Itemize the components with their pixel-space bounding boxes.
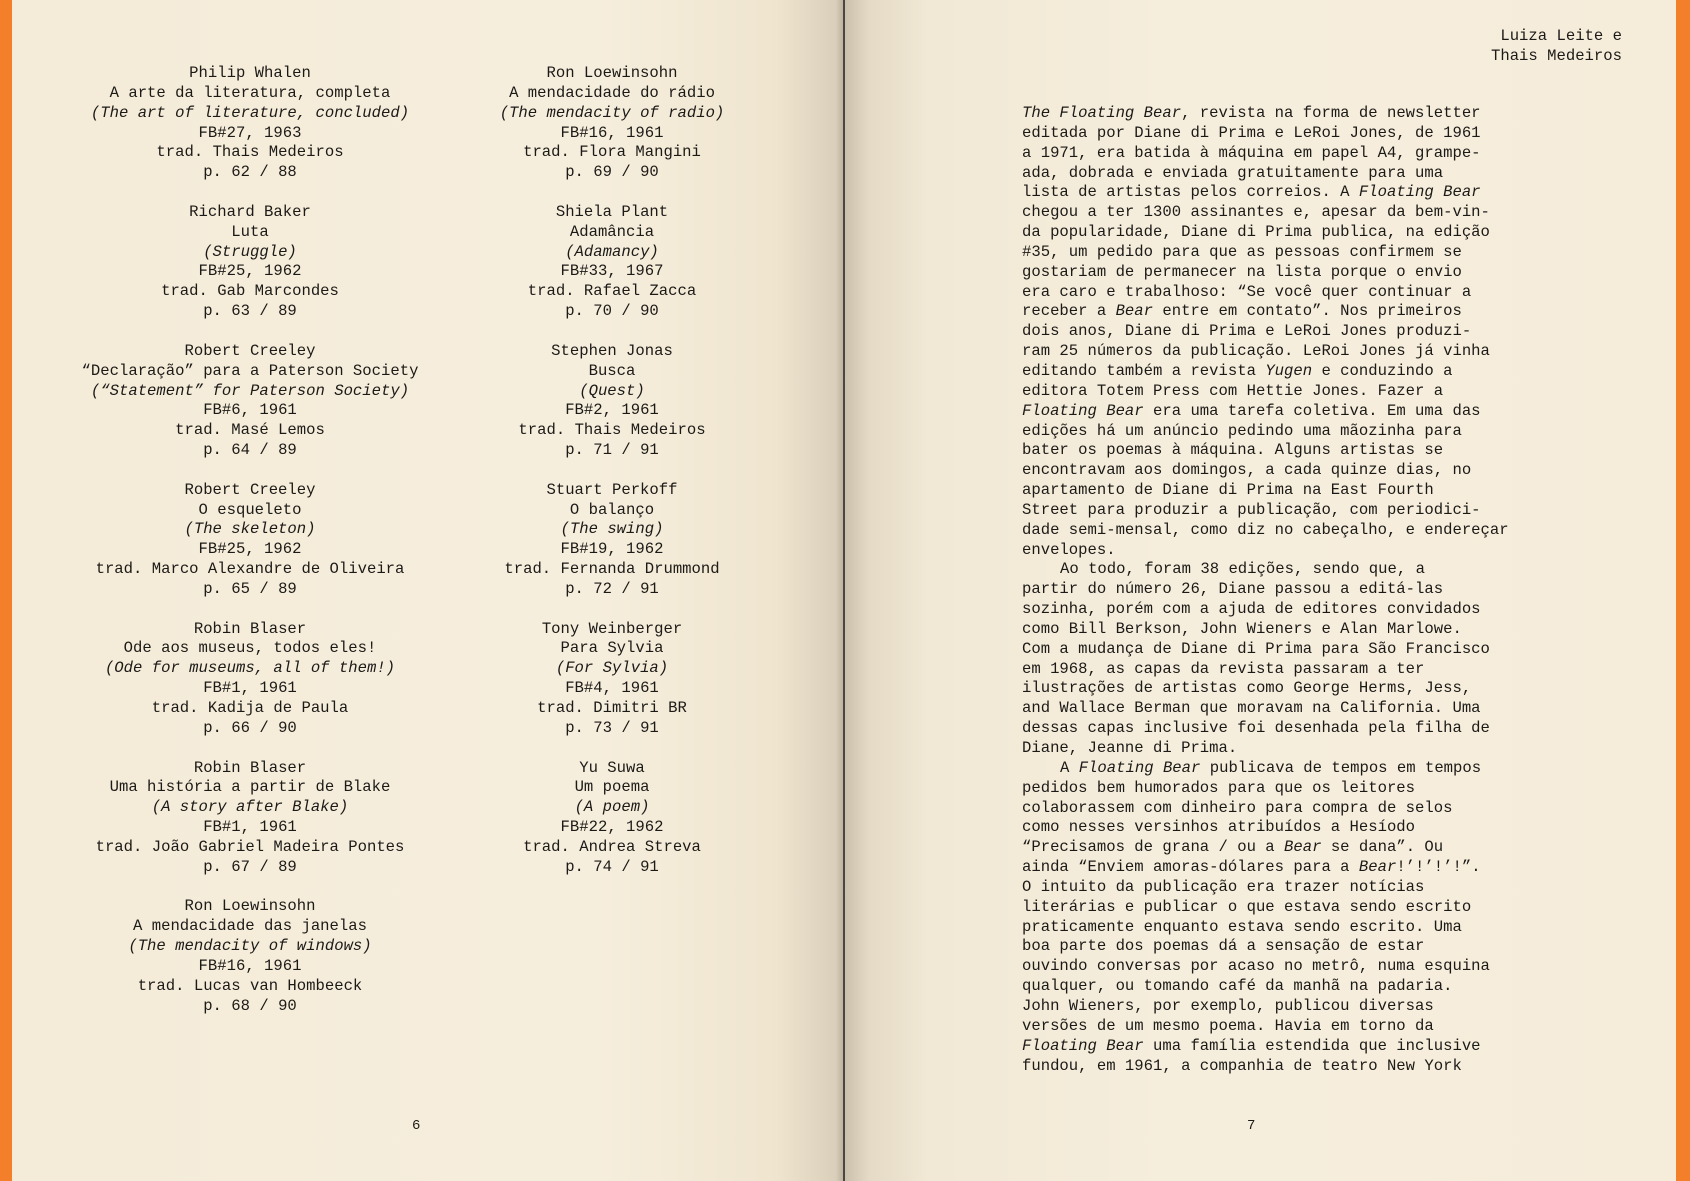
entry-original-title: (The skeleton): [184, 520, 316, 539]
essay-text: [1022, 104, 1522, 1076]
entry-author: Stephen Jonas: [551, 341, 673, 360]
contents-entry: [50, 64, 450, 183]
essay-line: ram 25 números da publicação. LeRoi Jones já vinha: [1022, 342, 1490, 361]
entry-issue: FB#19, 1962: [560, 540, 664, 559]
essay-line: edições há um anúncio pedindo uma mãozinha para: [1022, 421, 1462, 440]
entry-author: Robert Creeley: [184, 480, 316, 499]
contents-entry: [50, 759, 450, 878]
essay-line: como nesses versinhos atribuídos a Hesíodo: [1022, 818, 1416, 837]
essay-line: Street para produzir a publicação, com periodici-: [1022, 500, 1481, 519]
essay-line: ada, dobrada e enviada gratuitamente para uma: [1022, 163, 1444, 182]
entry-title: O esqueleto: [198, 500, 302, 519]
essay-line: a 1971, era batida à máquina em papel A4, grampe-: [1022, 143, 1481, 162]
essay-line: John Wieners, por exemplo, publicou diversas: [1022, 996, 1434, 1015]
entry-title: Adamância: [569, 222, 655, 241]
entry-translator: trad. Fernanda Drummond: [504, 560, 720, 579]
entry-issue: FB#22, 1962: [560, 818, 664, 837]
essay-line: gostariam de permanecer na lista porque o envio: [1022, 262, 1462, 281]
entry-author: Tony Weinberger: [541, 619, 683, 638]
entry-original-title: (The mendacity of radio): [499, 103, 725, 122]
essay-line: The Floating Bear, revista na forma de newsletter: [1022, 104, 1481, 122]
entry-translator: trad. Marco Alexandre de Oliveira: [95, 560, 405, 579]
essay-line: dade semi-mensal, como diz no cabeçalho, e endereçar: [1022, 520, 1509, 539]
author-header-line-2: Thais Medeiros: [1490, 47, 1622, 65]
entry-author: Robert Creeley: [184, 341, 316, 360]
essay-line: editora Totem Press com Hettie Jones. Fazer a: [1022, 381, 1444, 400]
entry-issue: FB#2, 1961: [565, 401, 659, 420]
essay-line: ainda “Enviem amoras-dólares para a Bear!’!’!’!”.: [1022, 858, 1481, 877]
entry-original-title: (Quest): [579, 381, 645, 400]
entry-translator: trad. Masé Lemos: [175, 421, 325, 440]
entry-original-title: (Struggle): [203, 242, 297, 261]
entry-issue: FB#27, 1963: [198, 123, 302, 142]
entry-author: Shiela Plant: [555, 202, 669, 221]
essay-line: ilustrações de artistas como George Herms, Jess,: [1022, 679, 1472, 698]
entry-author: Ron Loewinsohn: [546, 64, 678, 82]
entry-original-title: (A poem): [574, 798, 650, 817]
contents-entry: [412, 64, 812, 183]
contents-entry: [50, 620, 450, 739]
contents-entry: [412, 481, 812, 600]
author-header: [1491, 26, 1622, 66]
entry-original-title: (The art of literature, concluded): [90, 103, 410, 122]
entry-pages: p. 63 / 89: [203, 302, 297, 321]
essay-line: Com a mudança de Diane di Prima para São Francisco: [1022, 639, 1490, 658]
essay-line: lista de artistas pelos correios. A Floating Bear: [1022, 183, 1481, 202]
entry-translator: trad. Lucas van Hombeeck: [137, 976, 363, 995]
entry-issue: FB#16, 1961: [560, 123, 664, 142]
essay-line: A Floating Bear publicava de tempos em tempos: [1060, 758, 1482, 777]
essay-line: dessas capas inclusive foi desenhada pela filha de: [1022, 719, 1490, 738]
entry-author: Richard Baker: [189, 202, 311, 221]
entry-issue: FB#6, 1961: [203, 401, 297, 420]
entry-translator: trad. Flora Mangini: [523, 143, 701, 162]
page-number-right: 7: [1247, 1118, 1256, 1134]
essay-line: da popularidade, Diane di Prima publica, na edição: [1022, 223, 1490, 242]
entry-translator: trad. Dimitri BR: [537, 699, 687, 717]
essay-line: Floating Bear uma família estendida que inclusive: [1022, 1036, 1481, 1055]
entry-title: Ode aos museus, todos eles!: [123, 639, 377, 658]
entry-author: Stuart Perkoff: [546, 480, 678, 499]
entry-original-title: (A story after Blake): [151, 798, 349, 817]
entry-pages: p. 73 / 91: [565, 718, 659, 737]
entry-pages: p. 71 / 91: [565, 441, 659, 460]
entry-pages: p. 70 / 90: [565, 302, 659, 321]
entry-issue: FB#1, 1961: [203, 818, 297, 837]
essay-line: editando também a revista Yugen e conduzindo a: [1022, 361, 1453, 380]
essay-line: dois anos, Diane di Prima e LeRoi Jones produzi-: [1022, 322, 1472, 341]
entry-original-title: (The mendacity of windows): [128, 937, 372, 956]
entry-pages: p. 65 / 89: [203, 579, 297, 598]
entry-author: Yu Suwa: [579, 758, 645, 777]
entry-pages: p. 69 / 90: [565, 163, 659, 182]
essay-line: and Wallace Berman que moravam na California. Uma: [1022, 699, 1481, 718]
entry-pages: p. 62 / 88: [203, 163, 297, 182]
entry-translator: trad. Andrea Streva: [523, 837, 701, 856]
contents-entry: [412, 620, 812, 739]
entry-pages: p. 64 / 89: [203, 441, 297, 460]
essay-line: editada por Diane di Prima e LeRoi Jones, de 1961: [1022, 123, 1481, 142]
contents-entry: [50, 342, 450, 461]
essay-line: sozinha, porém com a ajuda de editores convidados: [1022, 600, 1481, 619]
entry-pages: p. 66 / 90: [203, 718, 297, 737]
essay-line: bater os poemas à máquina. Alguns artistas se: [1022, 441, 1444, 460]
essay-line: praticamente enquanto estava sendo escrito. Uma: [1022, 917, 1462, 936]
essay-line: colaborassem com dinheiro para compra de selos: [1022, 798, 1453, 817]
entry-translator: trad. Thais Medeiros: [156, 143, 344, 162]
entry-translator: trad. Rafael Zacca: [527, 282, 697, 301]
essay-line: Diane, Jeanne di Prima.: [1022, 739, 1238, 757]
entry-issue: FB#25, 1962: [198, 540, 302, 559]
essay-line: boa parte dos poemas dá a sensação de estar: [1022, 937, 1425, 956]
entry-original-title: (“Statement” for Paterson Society): [90, 381, 410, 400]
entry-pages: p. 74 / 91: [565, 857, 659, 876]
essay-line: chegou a ter 1300 assinantes e, apesar da bem-vin-: [1022, 203, 1490, 222]
essay-line: encontravam aos domingos, a cada quinze dias, no: [1022, 461, 1472, 480]
entry-title: A mendacidade das janelas: [133, 917, 367, 936]
entry-title: Para Sylvia: [560, 639, 664, 658]
entry-title: “Declaração” para a Paterson Society: [81, 361, 419, 380]
essay-line: envelopes.: [1022, 540, 1116, 559]
essay-line: pedidos bem humorados para que os leitores: [1022, 778, 1416, 797]
essay-line: Floating Bear era uma tarefa coletiva. Em uma das: [1022, 401, 1481, 420]
entry-pages: p. 72 / 91: [565, 579, 659, 598]
entry-title: Um poema: [574, 778, 650, 797]
essay-line: era caro e trabalhoso: “Se você quer continuar a: [1022, 282, 1472, 301]
essay-line: apartamento de Diane di Prima na East Fourth: [1022, 481, 1434, 500]
entry-author: Robin Blaser: [193, 758, 307, 777]
entry-title: Luta: [231, 222, 269, 241]
essay-line: fundou, em 1961, a companhia de teatro New York: [1022, 1056, 1462, 1075]
entry-original-title: (For Sylvia): [555, 659, 669, 678]
author-header-line-1: Luiza Leite e: [1500, 27, 1622, 45]
contents-entry: [50, 203, 450, 322]
contents-entry: [412, 759, 812, 878]
page-number-left: 6: [412, 1118, 421, 1134]
contents-column-1: [50, 64, 450, 1036]
essay-line: ouvindo conversas por acaso no metrô, numa esquina: [1022, 957, 1490, 976]
book-gutter: [843, 0, 845, 1181]
entry-issue: FB#1, 1961: [203, 679, 297, 698]
essay-line: O intuito da publicação era trazer notícias: [1022, 877, 1425, 896]
essay-line: #35, um pedido para que as pessoas confirmem se: [1022, 242, 1462, 261]
essay-line: “Precisamos de grana / ou a Bear se dana”. Ou: [1022, 838, 1444, 857]
entry-translator: trad. Kadija de Paula: [151, 699, 349, 717]
entry-original-title: (The swing): [560, 520, 664, 539]
entry-original-title: (Adamancy): [565, 242, 659, 261]
entry-author: Robin Blaser: [193, 619, 307, 638]
entry-original-title: (Ode for museums, all of them!): [104, 659, 396, 678]
essay-line: receber a Bear entre em contato”. Nos primeiros: [1022, 302, 1462, 321]
entry-pages: p. 68 / 90: [203, 996, 297, 1015]
contents-entry: [50, 897, 450, 1016]
entry-title: A mendacidade do rádio: [509, 83, 715, 102]
entry-author: Philip Whalen: [189, 64, 311, 82]
essay-line: qualquer, ou tomando café da manhã na padaria.: [1022, 977, 1453, 996]
entry-translator: trad. Thais Medeiros: [518, 421, 706, 440]
entry-title: A arte da literatura, completa: [109, 83, 391, 102]
entry-title: Busca: [588, 361, 636, 380]
entry-issue: FB#25, 1962: [198, 262, 302, 281]
contents-entry: [412, 203, 812, 322]
contents-entry: [50, 481, 450, 600]
entry-issue: FB#16, 1961: [198, 956, 302, 975]
contents-entry: [412, 342, 812, 461]
essay-line: partir do número 26, Diane passou a editá-las: [1022, 580, 1444, 599]
essay-line: versões de um mesmo poema. Havia em torno da: [1022, 1016, 1434, 1035]
essay-line: Ao todo, foram 38 edições, sendo que, a: [1060, 560, 1425, 579]
essay-line: como Bill Berkson, John Wieners e Alan Marlowe.: [1022, 619, 1462, 638]
entry-issue: FB#33, 1967: [560, 262, 664, 281]
entry-translator: trad. Gab Marcondes: [161, 282, 339, 301]
essay-line: em 1968, as capas da revista passaram a ter: [1022, 659, 1425, 678]
entry-title: Uma história a partir de Blake: [109, 778, 391, 797]
essay-line: literárias e publicar o que estava sendo escrito: [1022, 897, 1472, 916]
contents-column-2: [412, 64, 812, 897]
entry-pages: p. 67 / 89: [203, 857, 297, 876]
entry-translator: trad. João Gabriel Madeira Pontes: [95, 837, 405, 856]
entry-issue: FB#4, 1961: [565, 679, 659, 698]
entry-author: Ron Loewinsohn: [184, 897, 316, 916]
entry-title: O balanço: [569, 500, 655, 519]
